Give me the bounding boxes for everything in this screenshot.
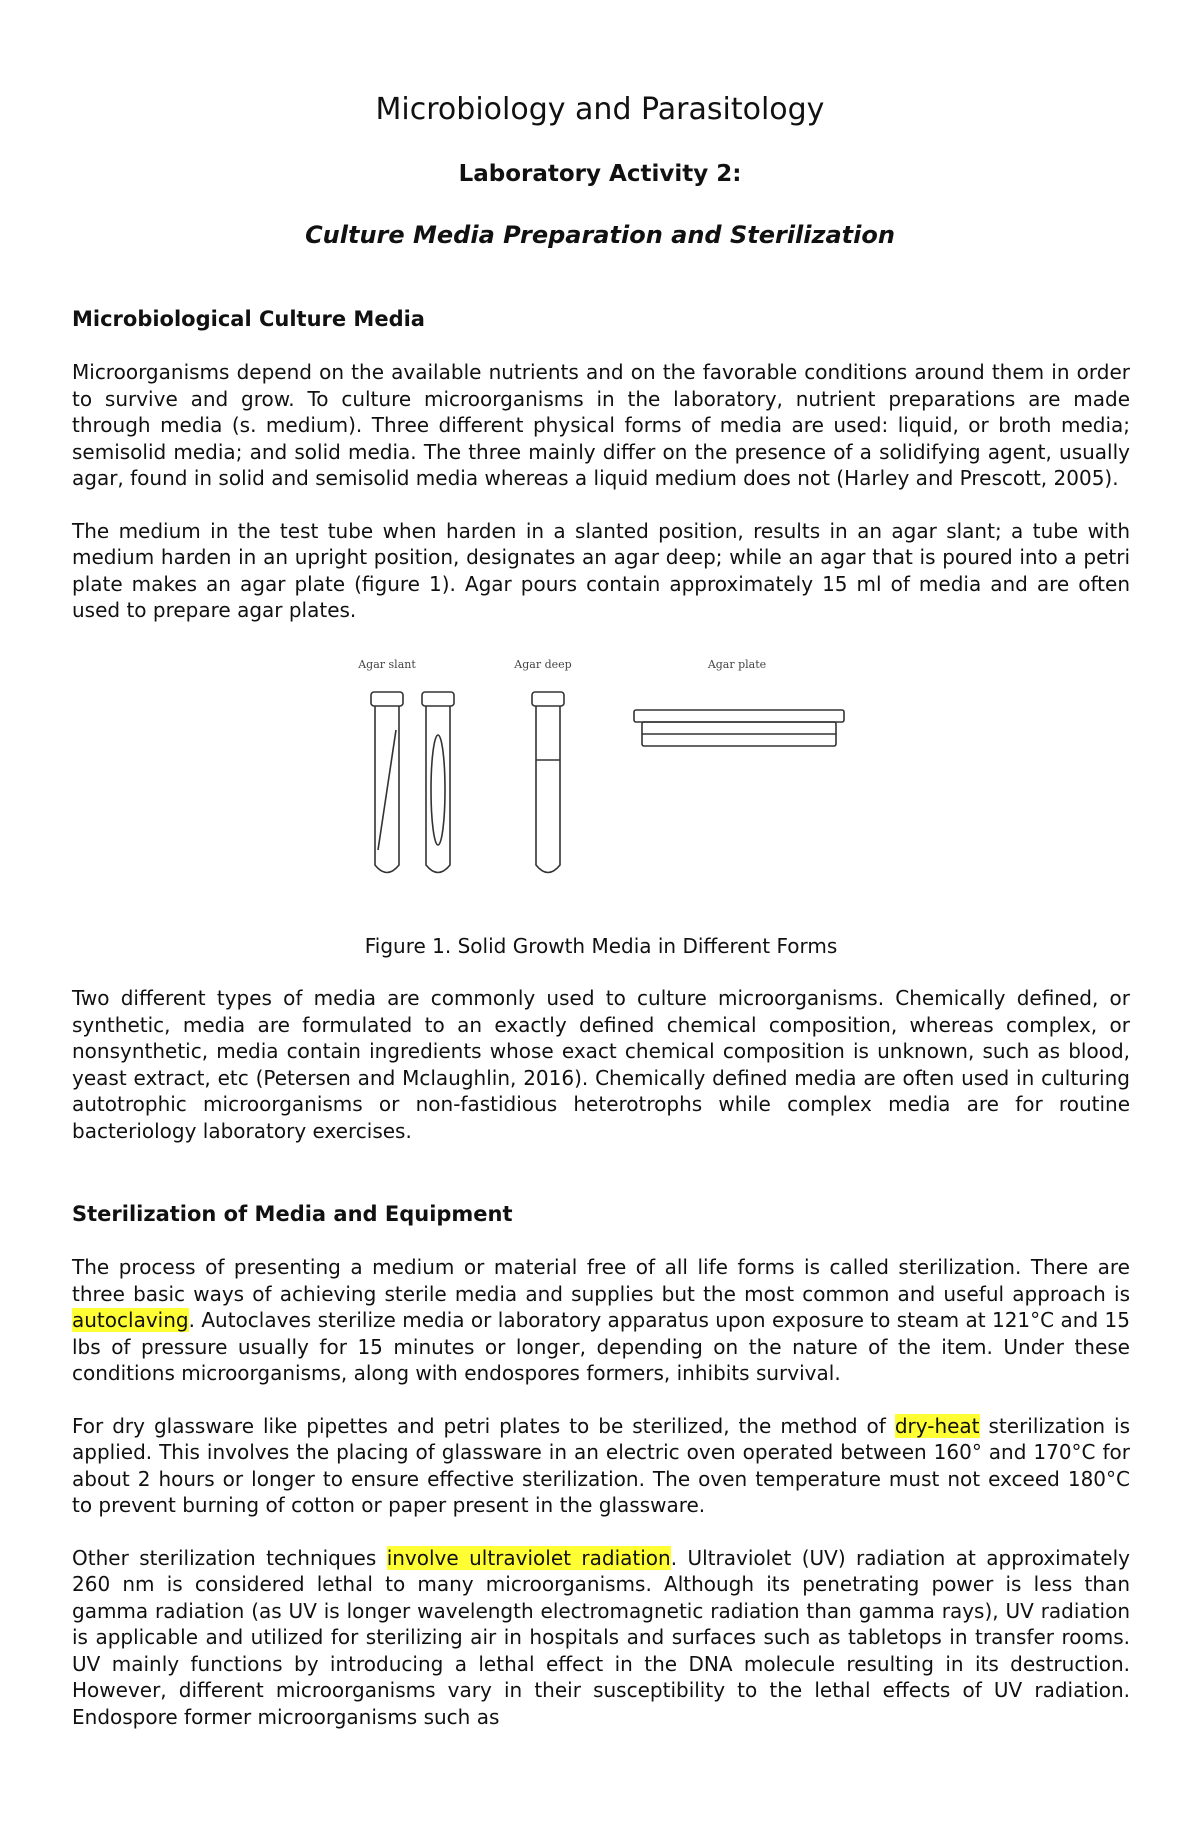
section-heading-sterilization: Sterilization of Media and Equipment: [72, 1202, 513, 1226]
label-agar-deep: Agar deep: [514, 657, 572, 671]
label-agar-plate: Agar plate: [707, 657, 767, 671]
paragraph-media-types: Two different types of media are commonly used to culture microorganisms. Chemically defined, or synthetic, media are formulated to an exactly defined chemical composition, whereas complex, or nonsynthetic, media contain ingredients whose exact chemical composition is unknown, such as blood, yeast extract, etc (Petersen and Mclaughlin, 2016). Chemically defined media are often used in culturing autotrophic microorganisms or non-fastidious heterotrophs while complex media are for routine bacteriology laboratory exercises.: [72, 986, 1130, 1143]
paragraph-text: . Ultraviolet (UV) radiation at approximately 260 nm is considered lethal to many microorganisms. Although its penetrating power is less than gamma radiation (as UV is longer wavelength electromagnetic radiation than gamma rays), UV radiation is applicable and utilized for sterilizing air in hospitals and surfaces such as tabletops in transfer rooms. UV mainly functions by introducing a lethal effect in the DNA molecule resulting in its destruction. However, different microorganisms vary in their susceptibility to the lethal effects of UV radiation. Endospore former microorganisms such as: [72, 1545, 1130, 1729]
paragraph-text: The process of presenting a medium or material free of all life forms is called sterilization. There are three basic ways of achieving sterile media and supplies but the most common and useful approach is: [72, 1255, 1130, 1306]
section-heading-culture-media: Microbiological Culture Media: [72, 307, 425, 331]
activity-title: Laboratory Activity 2:: [458, 161, 742, 187]
growth-media-illustration: [72, 650, 1130, 925]
activity-topic: Culture Media Preparation and Sterilization: [305, 221, 895, 249]
highlight-autoclaving: autoclaving: [72, 1308, 189, 1332]
highlight-uv-radiation: involve ultraviolet radiation: [386, 1545, 671, 1570]
agar-plate-dish: [634, 710, 844, 746]
agar-slant-tube-2: [422, 692, 454, 873]
paragraph-media-forms: Microorganisms depend on the available nutrients and on the favorable conditions around them in order to survive and grow. To culture microorganisms in the laboratory, nutrient preparations are made through media (s. medium). Three different physical forms of media are used: liquid, or broth media; semisolid media; and solid media. The three mainly differ on the presence of a solidifying agent, usually agar, found in solid and semisolid media whereas a liquid medium does not (Harley and Prescott, 2005).: [72, 360, 1130, 490]
figure-caption: Figure 1. Solid Growth Media in Different Forms: [364, 933, 838, 958]
figure-growth-media: [72, 650, 1130, 925]
paragraph-dry-heat: [72, 1413, 1130, 1519]
paragraph-text: For dry glassware like pipettes and petri plates to be sterilized, the method of: [72, 1413, 895, 1438]
paragraph-text: Other sterilization techniques: [72, 1545, 387, 1570]
agar-deep-tube: [532, 692, 564, 873]
course-title: Microbiology and Parasitology: [375, 92, 825, 127]
paragraph-text: . Autoclaves sterilize media or laboratory apparatus upon exposure to steam at 121°C and 15 lbs of pressure usually for 15 minutes or longer, depending on the nature of the item. Under these conditions microorganisms, along with endospores formers, inhibits survival.: [72, 1308, 1130, 1385]
paragraph-agar-types: The medium in the test tube when harden in a slanted position, results in an agar slant; a tube with medium harden in an upright position, designates an agar deep; while an agar that is poured into a petri plate makes an agar plate (figure 1). Agar pours contain approximately 15 ml of media and are often used to prepare agar plates.: [72, 518, 1130, 622]
agar-slant-tube-1: [371, 692, 403, 873]
section-spacer: [72, 1170, 1130, 1200]
paragraph-uv-radiation: [72, 1545, 1130, 1731]
label-agar-slant: Agar slant: [358, 657, 416, 671]
highlight-dry-heat: dry-heat: [894, 1413, 980, 1438]
paragraph-autoclaving: [72, 1254, 1130, 1387]
document-body: [72, 305, 1130, 1756]
paragraph-text: sterilization is applied. This involves the placing of glassware in an electric oven operated between 160° and 170°C for about 2 hours or longer to ensure effective sterilization. The oven temperature must not exceed 180°C to prevent burning of cotton or paper present in the glassware.: [72, 1413, 1130, 1517]
